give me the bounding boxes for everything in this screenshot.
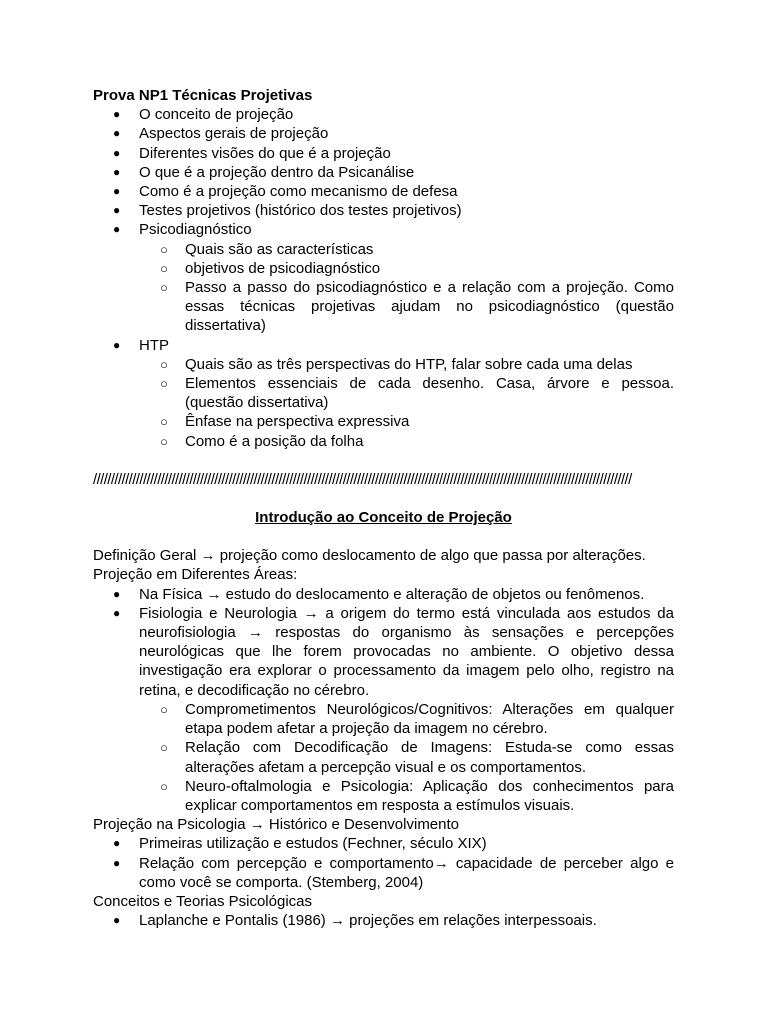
teorias-label: Conceitos e Teorias Psicológicas — [93, 892, 313, 910]
outline-list — [93, 105, 674, 451]
sub-list-item: ○ Quais são as características — [160, 240, 374, 258]
areas-list — [93, 585, 674, 815]
psicodiagnostico-sublist — [139, 240, 674, 336]
list-item: ● Relação com percepção e comportamento→ capacidade de perceber algo e como você se comporta. (Stemberg, 2004) — [113, 854, 674, 891]
bullet-icon: ● — [113, 222, 121, 237]
circle-bullet-icon: ○ — [160, 778, 168, 794]
sub-list-item: ○ Ênfase na perspectiva expressiva — [160, 413, 410, 431]
bullet-icon: ● — [113, 913, 121, 928]
list-item: ● Testes projetivos (histórico dos testes projetivos) — [113, 202, 462, 220]
sub-list-item: ○ Comprometimentos Neurológicos/Cognitivos: Alterações em qualquer etapa podem afetar a projeção da imagem no cérebro. — [160, 700, 674, 738]
htp-sublist — [139, 355, 674, 451]
list-item: ● O conceito de projeção — [113, 106, 294, 124]
list-item-htp: ● HTP ○ Quais são as três perspectivas do HTP, falar sobre cada uma delas ○ Elementos essenciais de cada desenho. Casa, árvore e pessoa. (questão dissertativa) ○ Ênfase na perspectiva expressiva ○ Como é a posição da folha — [113, 336, 674, 450]
list-item: ● Diferentes visões do que é a projeção — [113, 144, 391, 162]
list-item-psicodiagnostico: ● Psicodiagnóstico ○ Quais são as características ○ objetivos de psicodiagnóstico ○ Passo a passo do psicodiagnóstico e a relação com a projeção. Como essas técnicas projetivas ajudam no psicodiagnóstico (questão dissertativa) — [113, 221, 674, 335]
psicologia-list — [93, 834, 674, 892]
bullet-icon: ● — [113, 203, 121, 218]
bullet-icon: ● — [113, 184, 121, 199]
bullet-icon: ● — [113, 164, 121, 179]
sub-list-item: ○ Passo a passo do psicodiagnóstico e a relação com a projeção. Como essas técnicas projetivas ajudam no psicodiagnóstico (questão dissertativa) — [160, 279, 674, 335]
circle-bullet-icon: ○ — [160, 241, 168, 257]
sub-list-item: ○ Elementos essenciais de cada desenho. Casa, árvore e pessoa. (questão dissertativa) — [160, 375, 674, 412]
circle-bullet-icon: ○ — [160, 376, 168, 392]
circle-bullet-icon: ○ — [160, 414, 168, 430]
bullet-icon: ● — [113, 145, 121, 160]
bullet-icon: ● — [113, 836, 121, 851]
slash-divider: /////////////////////////////////////////////////////////////////////////////////////////////////////////////////////////////////////////////////////// — [93, 470, 632, 488]
sub-list-item: ○ Neuro-oftalmologia e Psicologia: Aplicação dos conhecimentos para explicar comportamentos em resposta a estímulos visuais. — [160, 777, 674, 814]
list-item: ● Laplanche e Pontalis (1986) → projeções em relações interpessoais. — [113, 912, 597, 930]
bullet-icon: ● — [113, 337, 121, 352]
fisiologia-sublist — [139, 700, 674, 815]
bullet-icon: ● — [113, 855, 121, 870]
list-item: ● Como é a projeção como mecanismo de defesa — [113, 183, 458, 201]
sub-list-item: ○ objetivos de psicodiagnóstico — [160, 259, 381, 277]
document-title: Prova NP1 Técnicas Projetivas — [93, 87, 313, 104]
sub-list-item: ○ Como é a posição da folha — [160, 432, 364, 450]
areas-label: Projeção em Diferentes Áreas: — [93, 566, 298, 584]
psicologia-label: Projeção na Psicologia → Histórico e Desenvolvimento — [93, 816, 460, 834]
list-item: ● Primeiras utilização e estudos (Fechner, século XIX) — [113, 835, 487, 853]
spacer — [93, 527, 674, 546]
list-item: ● Fisiologia e Neurologia → a origem do termo está vinculada aos estudos da neurofisiologia → respostas do organismo às sensações e percepções neurológicas que lhe forem provocadas no ambiente. O objetivo dessa investigação era explorar o processamento da imagem pelo olho, registro na retina, e decodificação no cérebro. ○ Comprometimentos Neurológicos/Cognitivos: Alterações em qualquer etapa podem afetar a projeção da imagem no cérebro. ○ Relação com Decodificação de Imagens: Estuda-se como essas alterações afetam a percepção visual e os comportamentos. ○ Neuro-oftalmologia e Psicologia: Aplicação dos conhecimentos para explicar comportamentos em resposta a estímulos visuais. — [113, 604, 674, 814]
bullet-icon: ● — [113, 126, 121, 141]
definition-line: Definição Geral → projeção como deslocamento de algo que passa por alterações. — [93, 547, 646, 565]
list-item: ● Na Física → estudo do deslocamento e alteração de objetos ou fenômenos. — [113, 585, 645, 603]
list-item: ● O que é a projeção dentro da Psicanálise — [113, 163, 415, 181]
teorias-list — [93, 911, 674, 930]
circle-bullet-icon: ○ — [160, 280, 168, 296]
bullet-icon: ● — [113, 605, 121, 620]
document-page — [93, 86, 674, 930]
list-item: ● Aspectos gerais de projeção — [113, 125, 329, 143]
circle-bullet-icon: ○ — [160, 433, 168, 449]
bullet-icon: ● — [113, 107, 121, 122]
section-heading: Introdução ao Conceito de Projeção — [255, 509, 512, 527]
bullet-icon: ● — [113, 586, 121, 601]
sub-list-item: ○ Relação com Decodificação de Imagens: Estuda-se como essas alterações afetam a percepção visual e os comportamentos. — [160, 739, 674, 776]
circle-bullet-icon: ○ — [160, 356, 168, 372]
sub-list-item: ○ Quais são as três perspectivas do HTP, falar sobre cada uma delas — [160, 355, 633, 373]
circle-bullet-icon: ○ — [160, 701, 168, 717]
circle-bullet-icon: ○ — [160, 260, 168, 276]
circle-bullet-icon: ○ — [160, 740, 168, 756]
